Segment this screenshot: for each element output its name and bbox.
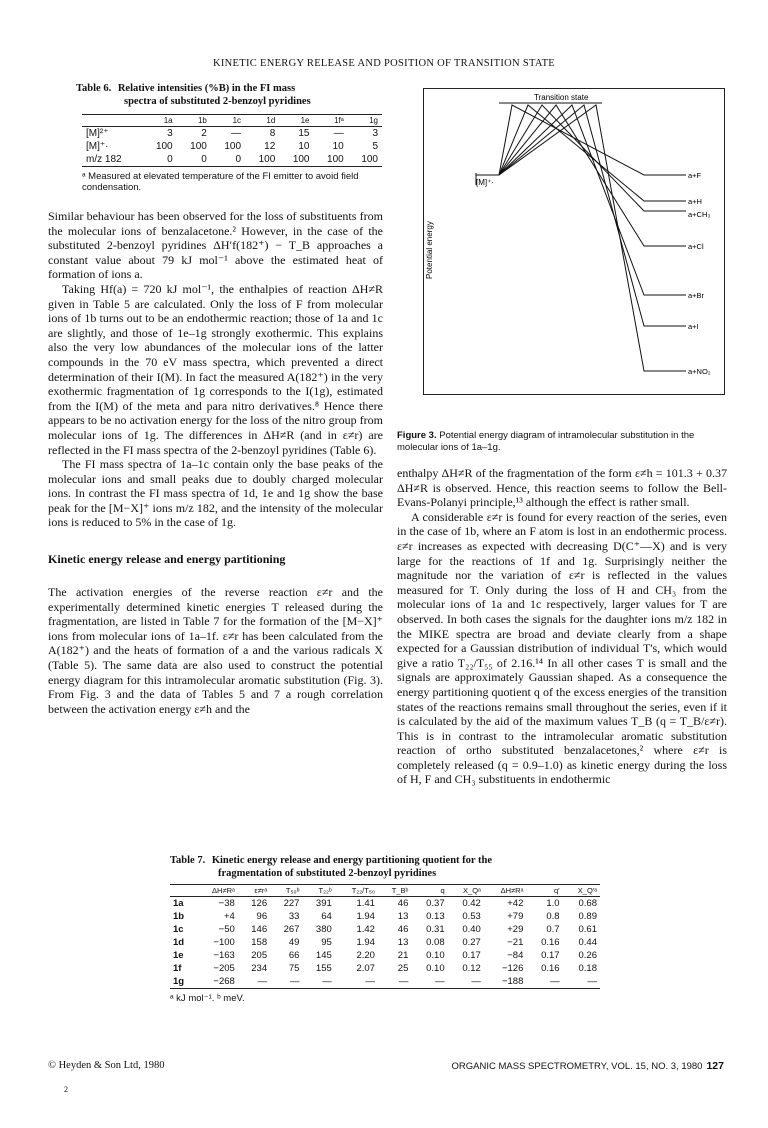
table7-row-cell: 158: [251, 937, 268, 948]
table7-col: T_Bᵇ: [391, 886, 409, 895]
table7-row-cell: 0.08: [426, 937, 445, 948]
table6-row-cell: 100: [258, 154, 276, 165]
table7-corner: [170, 885, 195, 897]
table6-label: Table 6.: [76, 83, 112, 94]
right-paragraph-1: enthalpy ΔH≠R of the fragmentation of the form ε≠h = 101.3 + 0.37 ΔH≠R is observed. Hence, this reaction seems to follow the Bell-Evans-Polanyi principle,¹³ although the effect is rather small.: [397, 466, 727, 510]
table7-row-cell: −188: [501, 976, 524, 987]
table7-row-label: 1c: [173, 924, 184, 935]
start-label: [M]⁺·: [476, 178, 494, 187]
table6: [82, 114, 382, 167]
y-axis-label: Potential energy: [425, 221, 434, 279]
table7-row-cell: −84: [507, 950, 524, 961]
table6-row-cell: —: [231, 128, 242, 139]
product-label: a+CH₃: [688, 210, 711, 219]
table7-row-cell: 64: [321, 911, 332, 922]
table7-row-cell: −268: [213, 976, 235, 987]
product-label: a+NO₂: [688, 367, 711, 376]
table7-block: [170, 854, 600, 1004]
table7-row-cell: 205: [251, 950, 268, 961]
table7-col: T₂₂/T₅₀: [351, 886, 375, 895]
table7-row-label: 1d: [173, 937, 185, 948]
table7-col: ΔH≠Rᵃ: [500, 886, 524, 895]
left-column: [48, 82, 383, 716]
table7-row-cell: +79: [507, 911, 524, 922]
table7-row: [170, 936, 600, 949]
table7-row-cell: —: [435, 976, 445, 987]
table7-row-cell: −21: [507, 937, 524, 948]
product-label: a+H: [688, 197, 702, 206]
table6-col: 1fᵃ: [334, 116, 344, 125]
table7-row-cell: 0.68: [578, 898, 597, 909]
table6-row-cell: 100: [292, 154, 310, 165]
table7-row-cell: 0.7: [546, 924, 560, 935]
table7-row-cell: −38: [218, 898, 235, 909]
copyright: © Heyden & Son Ltd, 1980: [48, 1060, 165, 1071]
table7: [170, 884, 600, 989]
table6-row-cell: 8: [269, 128, 276, 139]
product-label: a+F: [688, 171, 702, 180]
table6-col: 1g: [369, 116, 378, 125]
table7-row-cell: +29: [507, 924, 524, 935]
table6-row-cell: 100: [361, 154, 378, 165]
table7-row-cell: 0.8: [546, 911, 560, 922]
table6-row-cell: 3: [167, 128, 173, 139]
table7-row-label: 1e: [173, 950, 184, 961]
table7-row-cell: −163: [213, 950, 235, 961]
table7-row-cell: 391: [315, 898, 332, 909]
energy-curve: [499, 105, 686, 295]
table7-row-cell: −100: [213, 937, 235, 948]
running-head: KINETIC ENERGY RELEASE AND POSITION OF TRANSITION STATE: [212, 58, 556, 69]
table6-col: 1c: [232, 116, 242, 125]
table7-row-cell: 2.07: [356, 963, 375, 974]
table6-row-cell: 3: [372, 128, 378, 139]
table7-row-cell: 0.89: [578, 911, 597, 922]
table7-row-cell: 13: [397, 911, 409, 922]
table7-row-cell: 234: [251, 963, 268, 974]
table6-row-cell: 15: [298, 128, 310, 139]
table7-row-cell: 0.40: [462, 924, 481, 935]
table7-row-cell: 0.17: [462, 950, 481, 961]
table7-row-cell: 0.16: [541, 963, 560, 974]
table7-col: X_Qᵃ: [463, 886, 481, 895]
table7-row-cell: 0.37: [426, 898, 445, 909]
table6-row-cell: 5: [372, 141, 378, 152]
left-paragraph-2: Taking Hf(a) = 720 kJ mol⁻¹, the enthalpies of reaction ΔH≠R given in Table 5 are calculated. Only the loss of F from molecular ions of 1b turns out to be an endothermic reaction; those of 1a and 1c are slightly, and those of 1e–1g strongly exothermic. This explains also the very low abundances of the molecular ions of the latter compounds in the 70 eV mass spectra, which prevented a direct determination of their I(M). In fact the measured A(182⁺) in the very exothermic fragmentation of 1g corresponds to the I(1g), estimated from the I(M) of the meta and para nitro derivatives.⁸ Hence there appears to be no activation energy for the loss of the nitro group from molecular ions of 1g. The differences in ΔH≠R (and in ε≠r) are reflected in the FI mass spectra of the 2-benzoyl pyridines (Table 6).: [48, 281, 383, 457]
table6-row: [82, 140, 382, 153]
right-column: [397, 466, 727, 787]
table6-row-cell: 100: [155, 141, 173, 152]
table7-row-cell: 1.0: [546, 898, 560, 909]
table7-row-cell: —: [398, 976, 409, 987]
left-paragraph-4: The activation energies of the reverse reaction ε≠r and the experimentally determined kinetic energies T released during the fragmentation, are listed in Table 7 for the formation of the [M−X]⁺ ions from molecular ions of 1a–1f. ε≠r has been calculated from the A(182⁺) and the heats of formation of a and the various radicals X (Table 5). The same data are also used to construct the potential energy diagram for this intramolecular aromatic substitution (Fig. 3). From Fig. 3 and the data of Tables 5 and 7 a rough correlation between the activation energy ε≠h and the: [48, 585, 383, 716]
table6-row: [82, 153, 382, 167]
table6-row-cell: 100: [224, 141, 242, 152]
table7-row-cell: —: [257, 976, 268, 987]
table7-col: T₂₂ᵇ: [318, 886, 332, 895]
table7-row-cell: —: [550, 976, 560, 987]
sheet-number: 2: [64, 1085, 68, 1094]
product-label: a+Cl: [688, 242, 704, 251]
table6-row-cell: 0: [235, 154, 242, 165]
table7-row-cell: 0.26: [578, 950, 597, 961]
table7-caption-line2: fragmentation of substituted 2-benzoyl pyridines: [218, 868, 437, 879]
table6-row-cell: 2: [201, 128, 207, 139]
table7-row-cell: 49: [288, 937, 300, 948]
table7-row-cell: 46: [397, 898, 409, 909]
table6-row-label: [M]²⁺: [86, 128, 109, 139]
product-label: a+I: [688, 322, 699, 331]
table6-row-cell: 0: [201, 154, 207, 165]
section-heading: Kinetic energy release and energy partitioning: [48, 552, 286, 567]
table7-row: [170, 975, 600, 989]
table7-row-cell: 21: [397, 950, 409, 961]
transition-state-label: Transition state: [534, 93, 589, 102]
table6-row-cell: 100: [327, 154, 344, 165]
table7-row-label: 1g: [173, 976, 185, 987]
table6-caption: [76, 82, 383, 108]
table7-row-cell: −50: [218, 924, 235, 935]
table7-row-cell: —: [322, 976, 332, 987]
table7-row-cell: 46: [397, 924, 409, 935]
table7-row-cell: 126: [251, 898, 268, 909]
table7-row: [170, 897, 600, 911]
table7-row-cell: 0.31: [426, 924, 445, 935]
table7-row-cell: 0.44: [578, 937, 597, 948]
journal-footer: [452, 1060, 724, 1072]
figure-3: [423, 88, 725, 395]
table6-row-cell: 10: [332, 141, 344, 152]
table6-header-row: [82, 115, 382, 127]
table7-row-cell: 267: [283, 924, 300, 935]
table7-row-cell: 0.27: [462, 937, 481, 948]
table7-footnote: ᵃ kJ mol⁻¹. ᵇ meV.: [170, 993, 245, 1004]
table7-row-cell: 66: [288, 950, 300, 961]
table6-row-label: m/z 182: [86, 154, 122, 165]
table7-row-cell: 2.20: [356, 950, 375, 961]
left-paragraph-3: The FI mass spectra of 1a–1c contain only the base peaks of the molecular ions and small peaks due to doubly charged molecular ions. In contrast the FI mass spectra of 1d, 1e and 1g show the base peak for the [M−X]⁺ ions m/z 182, and the intensity of the molecular ions is reduced to 5% in the case of 1g.: [48, 457, 383, 530]
figure-3-caption-label: Figure 3.: [397, 430, 437, 441]
table7-col: X_Q′ᵃ: [577, 886, 597, 895]
table7-row-cell: 96: [256, 911, 268, 922]
energy-curve: [499, 105, 686, 201]
table7-row-cell: —: [289, 976, 300, 987]
table7-col: q: [440, 886, 445, 895]
table7-row-cell: —: [365, 976, 375, 987]
table7-row-cell: 75: [288, 963, 300, 974]
table7-row-label: 1a: [173, 898, 184, 909]
table6-row: [82, 127, 382, 141]
product-label: a+Br: [688, 291, 705, 300]
table7-row-cell: 13: [397, 937, 409, 948]
table6-row-cell: 100: [190, 141, 207, 152]
table7-row-cell: 155: [315, 963, 332, 974]
table6-row-label: [M]⁺·: [86, 141, 109, 152]
potential-energy-diagram: [424, 89, 724, 394]
table7-row-cell: +42: [507, 898, 524, 909]
table7-row-cell: 0.16: [541, 937, 560, 948]
energy-curve: [499, 105, 686, 371]
table6-col: 1e: [300, 116, 310, 125]
table7-row-cell: 146: [251, 924, 268, 935]
table7-row: [170, 923, 600, 936]
table6-corner: [82, 115, 142, 127]
table6-col: 1d: [266, 116, 276, 125]
table7-row-cell: 0.53: [462, 911, 481, 922]
table7-row-cell: 95: [321, 937, 332, 948]
table7-row-label: 1f: [173, 963, 182, 974]
table7-row-cell: 0.61: [578, 924, 597, 935]
table7-row-cell: 145: [315, 950, 332, 961]
table7-row-cell: 33: [288, 911, 300, 922]
table7-row-cell: 0.18: [578, 963, 597, 974]
table7-label: Table 7.: [170, 855, 206, 866]
table7-row-cell: 0.12: [462, 963, 481, 974]
table6-block: [76, 114, 382, 193]
table7-row-cell: 0.10: [426, 963, 445, 974]
table6-caption-line2: spectra of substituted 2-benzoyl pyridines: [124, 96, 311, 107]
table7-col: ε≠rᵃ: [254, 886, 268, 895]
table7-col: ΔH≠Rᵃ: [212, 886, 235, 895]
table7-row-cell: 0.17: [541, 950, 560, 961]
table7-row: [170, 962, 600, 975]
table6-row-cell: 0: [167, 154, 173, 165]
table7-row-cell: 1.42: [356, 924, 375, 935]
table6-caption-line1: Relative intensities (%B) in the FI mass: [117, 83, 296, 94]
table7-row-cell: 0.42: [462, 898, 481, 909]
table7-caption-line1: Kinetic energy release and energy partitioning quotient for the: [211, 855, 493, 866]
table7-row-cell: 0.13: [426, 911, 445, 922]
journal-name: ORGANIC MASS SPECTROMETRY, VOL. 15, NO. 3, 1980: [451, 1061, 703, 1072]
table7-row-cell: 1.94: [356, 937, 375, 948]
table7-row-cell: —: [471, 976, 481, 987]
table6-footnote: ᵃ Measured at elevated temperature of the FI emitter to avoid field condensation.: [82, 171, 359, 193]
table7-caption: [170, 854, 600, 880]
table7-row-cell: 380: [315, 924, 332, 935]
table7-row-cell: 227: [283, 898, 300, 909]
table7-row-cell: 1.94: [356, 911, 375, 922]
table7-row-cell: −205: [213, 963, 235, 974]
table6-row-cell: 10: [298, 141, 310, 152]
table6-row-cell: —: [333, 128, 344, 139]
table6-col: 1a: [163, 116, 173, 125]
figure-3-caption: [397, 430, 727, 454]
table7-row-cell: 0.10: [426, 950, 445, 961]
table7-row-label: 1b: [173, 911, 185, 922]
page-number: 127: [706, 1060, 724, 1072]
table6-row-cell: 12: [264, 141, 276, 152]
table7-row-cell: −126: [501, 963, 524, 974]
table7-header-row: [170, 885, 600, 897]
figure-3-caption-text: Potential energy diagram of intramolecular substitution in the molecular ions of 1a–1g.: [397, 430, 695, 453]
table7-col: q′: [554, 886, 560, 895]
table7-col: T₅₀ᵇ: [285, 886, 300, 895]
table7-row: [170, 910, 600, 923]
table7-row-cell: +4: [223, 911, 235, 922]
energy-curves: [499, 105, 711, 376]
energy-curve: [499, 105, 686, 326]
table7-row-cell: 1.41: [356, 898, 375, 909]
right-paragraph-2: A considerable ε≠r is found for every reaction of the series, even in the case of 1b, where an F atom is lost in an endothermic process. ε≠r increases as expected with decreasing D(C⁺—X) and is very large for the reactions of 1f and 1g. Surprisingly neither the magnitude nor the variation of ε≠r is reflected in the values measured for T. Only during the loss of H and CH₃ from the molecular ions of 1a and 1c respectively, larger values for T are observed. In both cases the signals for the daughter ions m/z 182 in the MIKE spectra are broad and deviate clearly from a shape expected for a Gaussian distribution of individual T's, which would give a ratio T₂₂/T₅₅ of 2.16.¹⁴ In all other cases T is small and the signals are approximately Gaussian shaped. As a consequence the energy partitioning quotient q of the excess energies of the transition states of the reactions remains small throughout the series, even if it is calculated by the aid of the maximum values T_B (q = T_B/ε≠r). This is in contrast to the intramolecular aromatic substitution reaction of ortho substituted benzalacetones,² where ε≠r is completely released (q = 0.9–1.0) as kinetic energy during the loss of H, F and CH₃ substituents in endothermic: [397, 509, 727, 787]
table7-row-cell: 25: [397, 963, 409, 974]
table7-row: [170, 949, 600, 962]
table6-col: 1b: [197, 116, 207, 125]
table7-row-cell: —: [587, 976, 597, 987]
left-paragraph-1: Similar behaviour has been observed for the loss of substituents from the molecular ions of benzalacetone.² However, in the case of the substituted 2-benzoyl pyridines ΔH′f(182⁺) − T_B approaches a constant value about 79 kJ mol⁻¹ above the estimated heat of formation of ions a.: [48, 209, 383, 282]
